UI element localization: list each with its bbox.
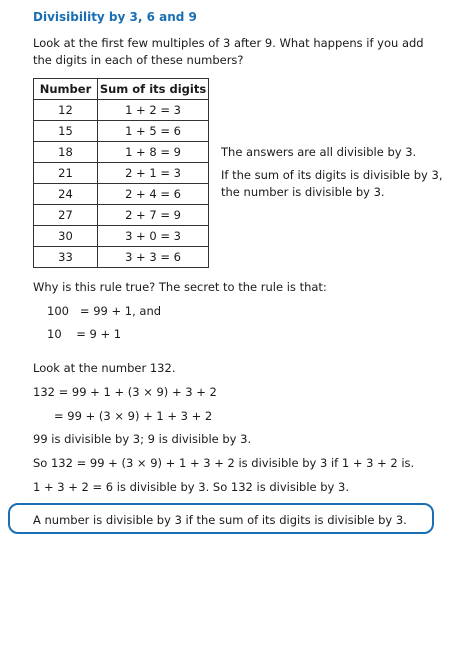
cell-sum: 2 + 1 = 3: [98, 163, 209, 184]
page-title: Divisibility by 3, 6 and 9: [33, 10, 197, 24]
cell-sum: 1 + 2 = 3: [98, 100, 209, 121]
example-step-5: 1 + 3 + 2 = 6 is divisible by 3. So 132 is divisible by 3.: [33, 480, 349, 494]
cell-sum: 1 + 8 = 9: [98, 142, 209, 163]
example-step-4: So 132 = 99 + (3 × 9) + 1 + 3 + 2 is divisible by 3 if 1 + 3 + 2 is.: [33, 456, 415, 470]
rule-note-line-2: the number is divisible by 3.: [221, 185, 385, 199]
digit-sum-table: [33, 78, 209, 268]
cell-number: 21: [34, 163, 98, 184]
column-header-number: Number: [34, 79, 98, 100]
cell-number: 27: [34, 205, 98, 226]
cell-number: 12: [34, 100, 98, 121]
table-row: [34, 163, 209, 184]
table-row: [34, 121, 209, 142]
answers-note: The answers are all divisible by 3.: [221, 145, 417, 159]
example-step-1: 132 = 99 + 1 + (3 × 9) + 3 + 2: [33, 385, 217, 399]
cell-number: 15: [34, 121, 98, 142]
cell-number: 30: [34, 226, 98, 247]
cell-number: 33: [34, 247, 98, 268]
rule-note-line-1: If the sum of its digits is divisible by 3,: [221, 168, 443, 182]
table-row: [34, 100, 209, 121]
cell-sum: 3 + 0 = 3: [98, 226, 209, 247]
example-intro: Look at the number 132.: [33, 361, 176, 375]
intro-line-2: the digits in each of these numbers?: [33, 53, 244, 67]
identity-10: 10 = 9 + 1: [47, 327, 122, 341]
rule-callout-text: A number is divisible by 3 if the sum of its digits is divisible by 3.: [33, 513, 407, 527]
cell-number: 18: [34, 142, 98, 163]
table-row: [34, 205, 209, 226]
table-row: [34, 226, 209, 247]
cell-sum: 2 + 7 = 9: [98, 205, 209, 226]
cell-sum: 2 + 4 = 6: [98, 184, 209, 205]
intro-line-1: Look at the first few multiples of 3 after 9. What happens if you add: [33, 36, 424, 50]
table-row: [34, 142, 209, 163]
cell-sum: 1 + 5 = 6: [98, 121, 209, 142]
table-row: [34, 184, 209, 205]
table-header-row: [34, 79, 209, 100]
column-header-sum: Sum of its digits: [98, 79, 209, 100]
table-row: [34, 247, 209, 268]
cell-number: 24: [34, 184, 98, 205]
identity-100: 100 = 99 + 1, and: [47, 304, 162, 318]
why-question: Why is this rule true? The secret to the rule is that:: [33, 280, 327, 294]
cell-sum: 3 + 3 = 6: [98, 247, 209, 268]
example-step-3: 99 is divisible by 3; 9 is divisible by 3.: [33, 432, 252, 446]
example-step-2: = 99 + (3 × 9) + 1 + 3 + 2: [54, 409, 213, 423]
